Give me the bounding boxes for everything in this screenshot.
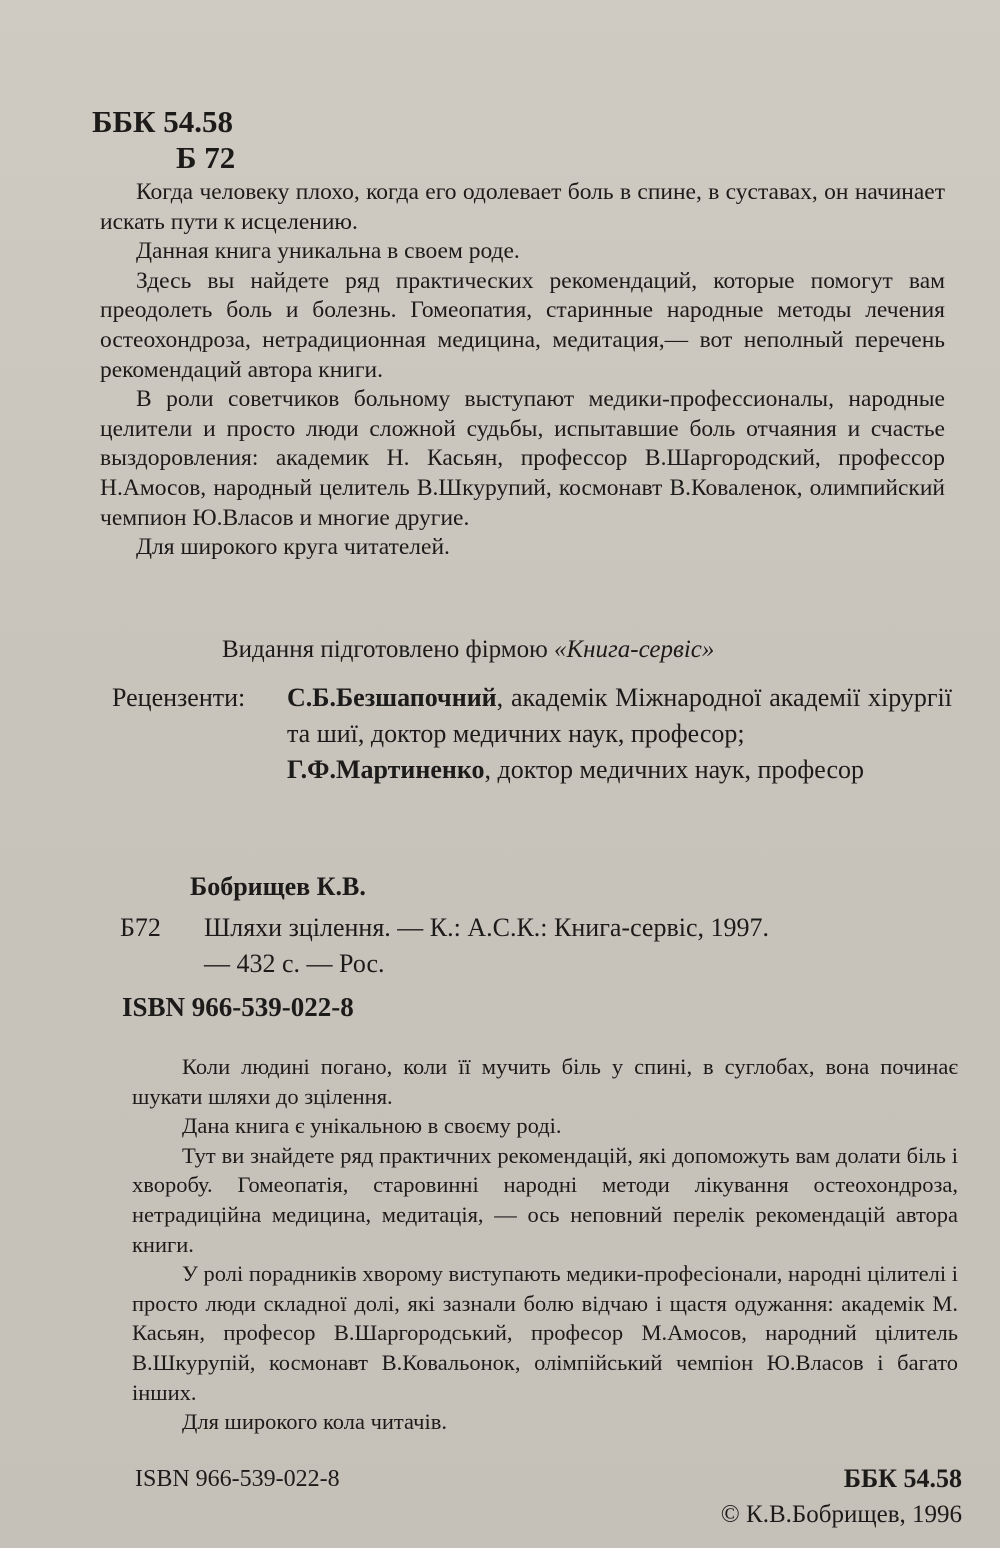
catalog-record [120,910,940,982]
annotation-uk-paragraph: У ролі порадників хворому виступають медики-професіонали, народні цілителі і просто люди складної долі, які зазнали болю відчаю і щастя одужання: академік М. Касьян, професор В.Шаргородський, професор М.Амосов, народний цілитель В.Шкурупій, космонавт В.Ковальонок, олімпійський чемпіон Ю.Власов і багато інших. [132,1261,958,1405]
bbk-classification: ББК 54.58 [92,104,233,139]
reviewer-name: С.Б.Безшапочний [287,683,497,712]
annotation-uk-paragraph: Тут ви знайдете ряд практичних рекомендацій, які допоможуть вам долати біль і хворобу. Гомеопатія, старовинні народні методи лікування остеохондроза, нетрадиційна медицина, медитація, — ось неповний перелік рекомендацій автора книги. [132,1142,958,1257]
reviewer-name: Г.Ф.Мартиненко [287,755,485,784]
annotation-ru-paragraph: Данная книга уникальна в своем роде. [136,238,520,265]
footer-isbn: ISBN 966-539-022-8 [135,1466,340,1492]
publisher-note-prefix: Видання підготовлено фірмою [222,636,555,663]
catalog-code: Б72 [120,913,161,942]
annotation-uk-paragraph: Коли людині погано, коли її мучить біль у спині, в суглобах, вона починає шукати шляхи до зцілення. [132,1054,958,1109]
bbk-header [92,104,235,176]
annotation-ukrainian [132,1052,958,1437]
annotation-ru-paragraph: Для широкого круга читателей. [136,534,450,561]
reviewer-details: , доктор медичних наук, професор [484,755,864,784]
catalog-author: Бобрищев К.В. [190,872,366,901]
reviewer-entry [287,680,952,752]
annotation-uk-paragraph: Дана книга є унікальною в своєму роді. [182,1113,562,1139]
author-mark: Б 72 [176,140,236,175]
reviewer-entry [287,752,952,788]
annotation-russian [100,178,945,563]
footer-bbk: ББК 54.58 [843,1464,962,1493]
catalog-title-line: Шляхи зцілення. — К.: А.С.К.: Книга-сервіс, 1997. [204,913,770,942]
catalog-pages-line: — 432 с. — Рос. [204,949,385,978]
annotation-ru-paragraph: Когда человеку плохо, когда его одолевает боль в спине, в суставах, он начинает искать пути к исцелению. [100,179,945,235]
reviewers-block [112,680,952,788]
annotation-ru-paragraph: Здесь вы найдете ряд практических рекомендаций, которые помогут вам преодолеть боль и болезнь. Гомеопатия, старинные народные методы лечения остеохондроза, нетрадиционная медицина, медитация,— вот неполный перечень рекомендаций автора книги. [100,267,945,383]
annotation-ru-paragraph: В роли советчиков больному выступают медики-профессионалы, народные целители и просто люди сложной судьбы, испытавшие боль отчаяния и счастье выздоровления: академик Н. Касьян, профессор В.Шаргородский, профессор Н.Амосов, народный целитель В.Шкурупий, космонавт В.Коваленок, олимпийский чемпион Ю.Власов и многие другие. [100,386,945,531]
reviewers-label: Рецензенти: [112,683,246,712]
publisher-firm: «Книга-сервіс» [554,636,715,663]
publisher-note [222,632,714,668]
reviewer-details: , академік Міжнародної академії хірургії та шиї, доктор медичних наук, професор; [287,683,952,748]
annotation-uk-paragraph: Для широкого кола читачів. [182,1409,447,1435]
catalog-isbn: ISBN 966-539-022-8 [122,992,354,1022]
copyright-line: © К.В.Бобрищев, 1996 [720,1501,962,1528]
